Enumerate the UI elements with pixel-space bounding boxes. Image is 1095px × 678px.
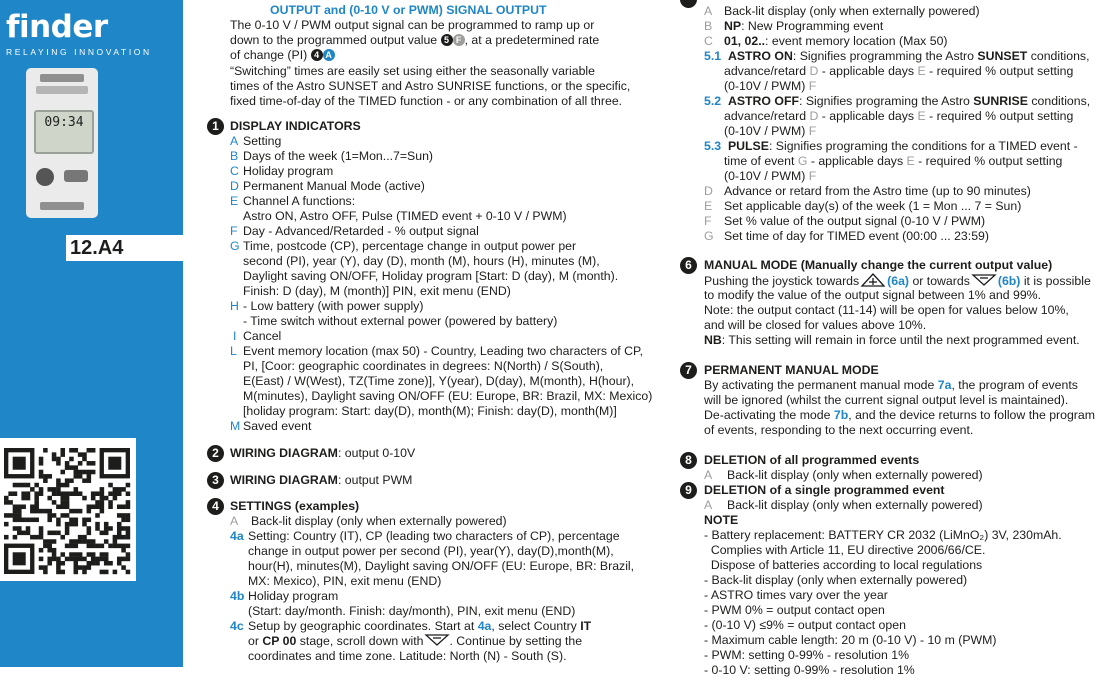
indicator-text: Daylight saving ON/OFF, Holiday program [Start: D (day), M (month). [243, 269, 619, 283]
event-setting-key: G [704, 229, 714, 243]
intro-line-2: down to the programmed output value 5 F , at a predetermined rate [230, 33, 600, 47]
lcd-time: 09:34 [44, 115, 84, 130]
output-heading: OUTPUT and (0-10 V or PWM) SIGNAL OUTPUT [270, 3, 547, 17]
manual-mode-title: MANUAL MODE (Manually change the current output value) [704, 258, 1053, 272]
indicator-key: C [230, 164, 239, 178]
indicator-key: F [230, 224, 238, 238]
settings-a-key: A [230, 514, 239, 528]
settings-a-text: Back-lit display (only when externally powered) [251, 514, 507, 528]
indicator-key: M [230, 419, 241, 433]
note-line: - PWM 0% = output contact open [704, 603, 885, 617]
indicator-text: Day - Advanced/Retarded - % output signal [243, 224, 479, 238]
ref-a-icon: A [323, 49, 335, 61]
settings-4a-line-2: change in output power per second (PI), year(Y), day(D),month(M), [248, 544, 614, 558]
manual-mode-line-3: Note: the output contact (11-14) will be open for values below 10%, [704, 303, 1069, 317]
display-indicators-title: DISPLAY INDICATORS [230, 119, 361, 133]
astro-on-line-1: 5.1 ASTRO ON: Signifies programming the Astro SUNSET conditions, [704, 49, 1090, 63]
permanent-manual-line-3: De-activating the mode 7b, and the device returns to follow the program [704, 408, 1095, 422]
note-line: - Back-lit display (only when externally powered) [704, 573, 968, 587]
event-setting-key: E [704, 199, 713, 213]
manual-mode-line-4: and will be closed for values above 10%. [704, 318, 927, 332]
astro-off-line-1: 5.2 ASTRO OFF: Signifies programing the Astro SUNRISE conditions, [704, 94, 1091, 108]
delete-single-title: DELETION of a single programmed event [704, 483, 945, 497]
event-legend-text: NP: New Programming event [724, 19, 884, 33]
terminal-strip-bottom [40, 202, 84, 210]
joystick-icon [36, 168, 54, 186]
indicator-text: - Low battery (with power supply) [243, 299, 424, 313]
astro-on-line-3: (0-10V / PWM) F [724, 79, 817, 93]
intro-line-1: The 0-10 V / PWM output signal can be programmed to ramp up or [230, 18, 595, 32]
delete-single-text: Back-lit display (only when externally powered) [727, 498, 983, 512]
brand-tagline: RELAYING INNOVATION [6, 47, 152, 57]
note-line: - Battery replacement: BATTERY CR 2032 (LiMnO₂) 3V, 230mAh. [704, 528, 1062, 542]
settings-4c-line-2: or CP 00 stage, scroll down with . Continue by setting the [248, 634, 583, 648]
ref-5-icon: 5 [441, 34, 453, 46]
permanent-manual-title: PERMANENT MANUAL MODE [704, 363, 879, 377]
delete-single-key: A [704, 498, 713, 512]
settings-4b-line-1: Holiday program [248, 589, 339, 603]
section-4-badge: 4 [207, 498, 224, 515]
pulse-line-1: 5.3 PULSE: Signifies programing the conditions for a TIMED event - [704, 139, 1078, 153]
qr-code [0, 438, 136, 581]
indicator-text: Astro ON, Astro OFF, Pulse (TIMED event + 0-10 V / PWM) [243, 209, 567, 223]
section-1-badge: 1 [207, 118, 224, 135]
indicator-text: Days of the week (1=Mon...7=Sun) [243, 149, 434, 163]
event-legend-text: 01, 02..: event memory location (Max 50) [724, 34, 948, 48]
indicator-text: PI, [Coor: geographic coordinates in degrees: N(North) / S(South), [243, 359, 604, 373]
settings-title: SETTINGS (examples) [230, 499, 360, 513]
manual-mode-line-5: NB: This setting will remain in force until the next programmed event. [704, 333, 1080, 347]
note-line: - 0-10 V: setting 0-99% - resolution 1% [704, 663, 915, 677]
qr-code-pattern [4, 448, 130, 574]
joystick-down-icon [972, 274, 996, 286]
joystick-down-icon [425, 634, 449, 646]
timer-device-image [26, 68, 98, 218]
pulse-line-3: (0-10V / PWM) F [724, 169, 817, 183]
indicator-text: Time, postcode (CP), percentage change in output power per [243, 239, 577, 253]
permanent-manual-line-1: By activating the permanent manual mode 7a, the program of events [704, 378, 1078, 392]
settings-4a-line-3: hour(H), minutes(M), Daylight saving ON/OFF (EU: Europe, BR: Brazil, [248, 559, 635, 573]
indicator-text: M(minutes), Daylight saving ON/OFF (EU: Europe, BR: Brazil, MX: Mexico) [243, 389, 653, 403]
indicator-text: second (PI), year (Y), day (D), month (M), hours (H), minutes (M), [243, 254, 600, 268]
intro-line-5: times of the Astro SUNSET and Astro SUNRISE functions, or the specific, [230, 79, 631, 93]
delete-all-title: DELETION of all programmed events [704, 453, 920, 467]
intro-line-6: fixed time-of-day of the TIMED function - or any combination of all three. [230, 94, 623, 108]
settings-4c-line-1: Setup by geographic coordinates. Start at 4a, select Country IT [248, 619, 592, 633]
note-line: - ASTRO times vary over the year [704, 588, 888, 602]
indicator-text: E(East) / W(West), TZ(Time zone)], Y(year), D(day), M(month), H(hour), [243, 374, 635, 388]
settings-4b-line-2: (Start: day/month. Finish: day/month), PIN, exit menu (END) [248, 604, 576, 618]
indicator-text: Cancel [243, 329, 282, 343]
settings-4c-key: 4c [230, 619, 244, 633]
brand-logo [6, 10, 152, 57]
indicator-text: Holiday program [243, 164, 334, 178]
brand-name: finder [6, 9, 108, 45]
note-line: - PWM: setting 0-99% - resolution 1% [704, 648, 910, 662]
event-setting-text: Set % value of the output signal (0-10 V / PWM) [724, 214, 986, 228]
indicator-key: A [230, 134, 239, 148]
astro-on-line-2: advance/retard D - applicable days E - required % output setting [724, 64, 1074, 78]
note-line: Complies with Article 11, EU directive 2006/66/CE. [704, 543, 986, 557]
section-3-badge: 3 [207, 472, 224, 489]
section-2-badge: 2 [207, 445, 224, 462]
astro-off-line-3: (0-10V / PWM) F [724, 124, 817, 138]
astro-off-line-2: advance/retard D - applicable days E - required % output setting [724, 109, 1074, 123]
joystick-up-icon [861, 273, 885, 287]
wiring-0-10v: WIRING DIAGRAM: output 0-10V [230, 446, 416, 460]
permanent-manual-line-2: will be ignored (whilst the current signal output level is maintained). [704, 393, 1069, 407]
indicator-key: H [230, 299, 239, 313]
indicator-text: - Time switch without external power (powered by battery) [243, 314, 558, 328]
terminal-strip-top [40, 74, 84, 82]
model-number: 12.A4 [66, 235, 183, 261]
settings-4b-key: 4b [230, 589, 245, 603]
delete-all-text: Back-lit display (only when externally powered) [727, 468, 983, 482]
section-8-badge: 8 [680, 452, 697, 469]
note-line: - Maximum cable length: 20 m (0-10 V) - 10 m (PWM) [704, 633, 997, 647]
device-lcd [34, 110, 94, 154]
section-5-badge [680, 0, 697, 8]
wiring-pwm: WIRING DIAGRAM: output PWM [230, 473, 413, 487]
event-legend-key: A [704, 4, 713, 18]
settings-4c-line-3: coordinates and time zone. Latitude: North (N) - South (S). [248, 649, 567, 663]
event-legend-key: C [704, 34, 713, 48]
note-line: - (0-10 V) ≤9% = output contact open [704, 618, 906, 632]
event-setting-text: Set time of day for TIMED event (00:00 ... 23:59) [724, 229, 989, 243]
manual-mode-line-2: to modify the value of the output signal between 1% and 99%. [704, 288, 1042, 302]
indicator-text: Saved event [243, 419, 312, 433]
indicator-text: Finish: D (day), M (month)] PIN, exit menu (END) [243, 284, 511, 298]
indicator-text: [holiday program: Start: day(D), month(M); Finish: day(D), month(M)] [243, 404, 617, 418]
ref-f-icon: F [453, 34, 465, 46]
section-7-badge: 7 [680, 362, 697, 379]
sidebar-panel [0, 0, 183, 667]
label-strip [36, 86, 88, 94]
indicator-key: E [230, 194, 239, 208]
indicator-key: G [230, 239, 240, 253]
settings-4a-line-4: MX: Mexico), PIN, exit menu (END) [248, 574, 442, 588]
event-legend-text: Back-lit display (only when externally powered) [724, 4, 980, 18]
delete-all-key: A [704, 468, 713, 482]
event-setting-key: F [704, 214, 712, 228]
note-line: Dispose of batteries according to local regulations [704, 558, 983, 572]
section-9-badge: 9 [680, 482, 697, 499]
event-legend-key: B [704, 19, 713, 33]
settings-4a-line-1: Setting: Country (IT), CP (leading two characters of CP), percentage [248, 529, 620, 543]
device-button [64, 170, 88, 182]
indicator-text: Setting [243, 134, 282, 148]
indicator-text: Event memory location (max 50) - Country, Leading two characters of CP, [243, 344, 644, 358]
indicator-key: I [233, 329, 237, 343]
ref-4-icon: 4 [311, 49, 323, 61]
pulse-line-2: time of event G - applicable days E - required % output setting [724, 154, 1063, 168]
indicator-key: L [230, 344, 237, 358]
event-setting-key: D [704, 184, 713, 198]
indicator-text: Permanent Manual Mode (active) [243, 179, 425, 193]
note-title: NOTE [704, 513, 739, 527]
indicator-key: B [230, 149, 239, 163]
manual-mode-line-1: Pushing the joystick towards (6a) or towards (6b) it is possible [704, 274, 1091, 288]
event-setting-text: Set applicable day(s) of the week (1 = Mon ... 7 = Sun) [724, 199, 1022, 213]
permanent-manual-line-4: of events, responding to the next occurring event. [704, 423, 974, 437]
settings-4a-key: 4a [230, 529, 244, 543]
intro-line-4: “Switching” times are easily set using either the seasonally variable [230, 64, 595, 78]
event-setting-text: Advance or retard from the Astro time (up to 90 minutes) [724, 184, 1031, 198]
section-6-badge: 6 [680, 257, 697, 274]
intro-line-3: of change (PI) 4 A [230, 48, 335, 63]
indicator-key: D [230, 179, 239, 193]
indicator-text: Channel A functions: [243, 194, 356, 208]
